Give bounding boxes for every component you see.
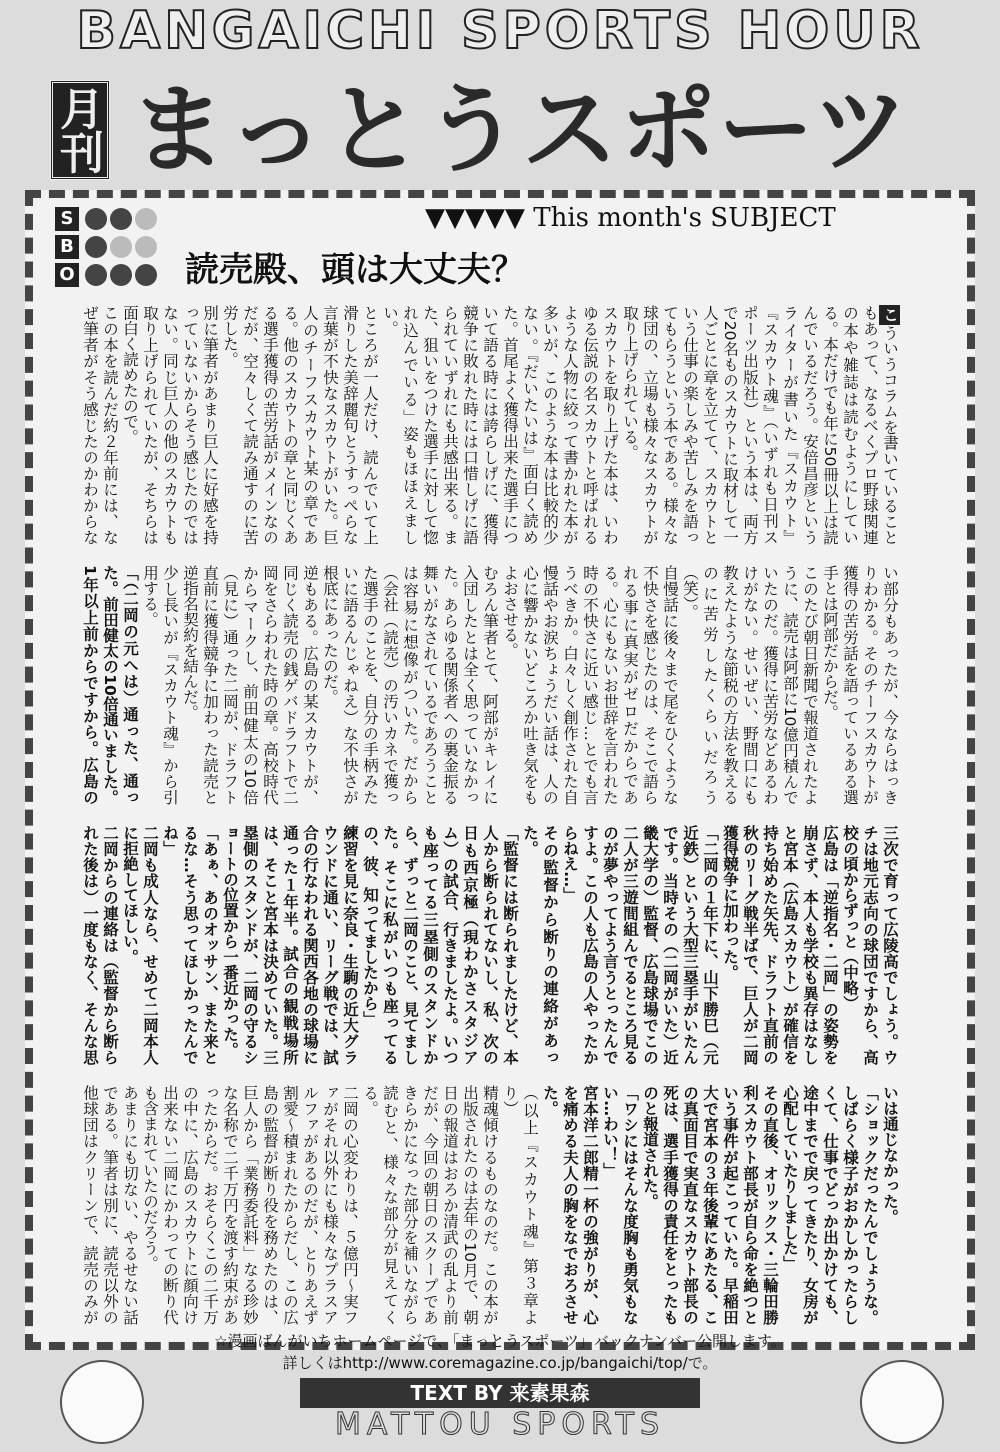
sbo-letter: S	[55, 207, 79, 231]
article-heading: 読売殿、頭は大丈夫？	[185, 250, 525, 290]
magazine-title: まっとうスポーツ	[130, 73, 911, 186]
author-credit: TEXT BY 来素果森	[300, 1378, 700, 1408]
sbo-dot	[85, 236, 107, 258]
quote: 「あぁ、あのオッサン、また来とるな…そう思ってほしかったんでね」	[161, 825, 219, 1065]
sbo-counter	[55, 205, 165, 295]
paragraph: （以上『スカウト魂』第３章より）	[501, 1085, 539, 1325]
sbo-row-o	[55, 261, 165, 289]
sbo-letter: B	[55, 235, 79, 259]
sbo-dot	[135, 208, 157, 230]
paragraph: スカウトを取り上げた本は、いわゆる伝説の名スカウトと呼ばれるような人物に絞って書かれた本が多いが、このような本は比較的少ない。『だいたいは』面白く読めた。首尾よく獲得出来た選手について語る時には誇らしげに、獲得競争に敗れた時には口惜しげに語られていずれにも共感出来る。また、狙いをつけた選手に対して惚れ込んでいる」姿もほほえましい。	[381, 305, 619, 545]
gekkan-label: 月刊	[50, 80, 110, 180]
baseball-icon	[60, 1360, 144, 1444]
baseball-icon	[860, 1360, 944, 1444]
quote: 「監督には断られましたけど、本人から断られてないし、私、次の日も西京極（現わかさスタジアム）の試合、行きましたよ。いつも座ってる三塁側のスタンドから、ずっと二岡のこと、見てました。そこに私がいつも座ってるの、彼、知ってましたから」	[361, 825, 519, 1065]
bottom-logo: MATTOU SPORTS	[334, 1407, 666, 1442]
sbo-letter: O	[55, 263, 79, 287]
paragraph: ところが一人だけ、読んでいて上滑りした美辞麗句とうすっぺらな言葉が不快なスカウトがいた。巨人のチーフスカウト某の章である。他のスカウトの章と同じくある選手獲得の苦労話がメインなのだが、空々しくて読み通すのに苦労した。	[221, 305, 379, 545]
quote: 「ワシにはそんな度胸も勇気もない…わい！」	[601, 1085, 639, 1325]
paragraph: 少し長いが『スカウト魂』から引用する。	[141, 565, 179, 805]
paragraph: 二岡の心変わりは、５億円〜実ファがそれ以外にも様々なプラスアルファがあるのだが、とりあえず割愛〜積まれたからだし、この広島の監督が断り役を務めたのは、巨人から「業務委託料」なる珍妙な名称で二千万円を渡す約束があったからだ。おそらくこの二千万の中に、広島のスカウトに顔向け出来ない二岡にかわっての断り代も含まれていたのだろう。	[141, 1085, 359, 1325]
paragraph: 精魂傾けるものなのだ。この本が出版されたのは去年の10月で、朝日の報道はおろか清武の乱より前だが、今回の朝日のスクープであきらかになった部分を補いながら読むと、様々な部分が見えてくる。	[361, 1085, 499, 1325]
article-body	[70, 305, 900, 1325]
quote: 「ショックだったんでしょうな。しばらく様子がおかしかったらしくて、仕事でどっか出かけても、途中までで戻ってきたり、女房が心配していたりしました」	[781, 1085, 879, 1325]
paragraph: このたび朝日新聞で報道されたように、読売は阿部に10億円積んでいたのだ。獲得に苦労などあるわけがない。せいぜい、野間口にも教えたような節税の方法を教えるのに苦労したくらいだろう（笑）。	[681, 565, 819, 805]
magazine-header	[20, 70, 980, 190]
sbo-row-b	[55, 233, 165, 261]
sbo-dot	[110, 236, 132, 258]
quote: 「（二岡の元へは）通った、通った。前田健太の10倍通いました。1年以上前からですから。広島の三次で育って広陵高でしょう。ウチは地元志向の球団ですから、高校の頃からずっと（中略）	[81, 565, 899, 1065]
quote: 二岡からの連絡は（監督から断られた後は）一度もなく、そんな思いは通じなかった。	[81, 825, 899, 1225]
sbo-dot	[85, 208, 107, 230]
quote: 二岡も成人なら、せめて二岡本人に拒絶してほしい。	[121, 825, 159, 1065]
sbo-dot	[135, 264, 157, 286]
paragraph: 逆もある。広島の某スカウトが、同じく読売の銭ゲバドラフトで二岡をさらわれた時の章。高校時代からマークし、前田健太の10倍（見に）通った二岡が、ドラフト直前に獲得競争に加わった読売と逆指名契約を結んだ。	[181, 565, 319, 805]
subject-label: ▼▼▼▼▼ This month's SUBJECT	[425, 203, 836, 233]
footer-note	[160, 1330, 840, 1374]
paragraph: 自慢話に後々まで尾をひくような不快さを感じたのは、そこで語られる事に真実がゼロだからである。心にもないお世辞を言われた時の不快さに近い感じ…とでも言うべきか。白々しく創作された自慢話やお涙ちょうだい話は、人の心に響かないどころか吐き気をもよおさせる。	[501, 565, 679, 805]
sbo-dot	[135, 236, 157, 258]
dropcap: こ	[881, 307, 899, 323]
quote: 練習を見に奈良・生駒の近大グラウンドに通い、リーグ戦では、試合の行なわれる関西各地の球場に通った１年半。試合の観戦場所は、そこと宮本は決めていた。三塁側のスタンドが、二岡の守るショートの位置から一番近かった。	[221, 825, 359, 1065]
paragraph: 別に筆者があまり巨人に好感を持っていないからそう感じたのではない。同じ巨人の他のスカウトも取り上げられていたが、そちらは面白く読めたので。	[121, 305, 219, 545]
footer-line: ☆漫画ばんがいちホームページで、「まっとうスポーツ」バックナンバー公開します。	[214, 1332, 786, 1350]
sbo-dot	[85, 264, 107, 286]
sbo-row-s	[55, 205, 165, 233]
banner-title: BANGAICHI SPORTS HOUR	[76, 1, 924, 61]
paragraph-text: ういうコラムを書いていることもあって、なるべくプロ野球関連の本や雑誌は読むようにしている。本だけでも年に50冊以上は読んでいるだろう。安倍昌彦というライターが書いた『スカウト』『スカウト魂』（いずれも日刊スポーツ出版社）という本は、両方で20名ものスカウトに取材して一人ごとに章を立てて、スカウトという仕事の楽しみや苦しみを語ってもらうという本である。様々な球団の、立場も様々なスカウトが取り上げられている。	[621, 305, 899, 545]
quote: 宮本洋二郎精一杯の強がりが、心を痛める夫人の胸をなでおろさせた。	[541, 1085, 599, 1325]
sbo-dot	[110, 208, 132, 230]
sbo-dot	[110, 264, 132, 286]
quote: その直後、オリックス・三輪田勝利スカウト部長が自ら命を絶つという事件が起こっていた。早稲田大で宮本の３年後輩にあたる、この真面目で実直なスカウト部長の死は、選手獲得の責任をとったものと報道された。	[641, 1085, 779, 1325]
quote: 広島は「逆指名・二岡」の姿勢を崩さず、本人も学校も異存はなしと宮本（広島スカウト）が確信を持ち始めた矢先、ドラフト直前の秋のリーグ戦半ばで、巨人が二岡獲得競争に加わった。	[721, 825, 839, 1065]
paragraph	[620, 305, 900, 545]
paragraph: あまりにも切ない、やるせない話である。筆者は別に、読売以外の他球団はクリーンで、読売のみが	[81, 1085, 139, 1325]
footer-url[interactable]: 詳しくはhttp://www.coremagazine.co.jp/bangaichi/top/で。	[282, 1354, 718, 1372]
quote: その監督から断りの連絡があった。	[521, 825, 559, 1065]
quote: 「二岡の１年下に、山下勝巳（元近鉄）という大型三塁手がいたんです。当時その（二岡がいた）近畿大学の）監督、広島球場でこの二人が三遊間組んでるところ見るのが夢やってよう言うとったんですよ。この人も広島の人やったからねえ…」	[561, 825, 719, 1065]
paragraph: この本を読んだ約２年前には、なぜ筆者がそう感じたのかわからない部分もあったが、今ならはっきりわかる。そのチーフスカウトが獲得の苦労話を語っているある選手とは阿部だからだ。	[81, 305, 899, 805]
paragraph: むろん筆者とて、阿部がキレイに入団したとは全く思っていなかった。あらゆる関係者への裏金振る舞いがなされているであろうことは容易に想像がついた。だから（会社（読売）の汚いカネで獲った選手のことを、自分の手柄みたいに語るんじゃねえ）な不快さが根底にあったのだ。	[321, 565, 499, 805]
